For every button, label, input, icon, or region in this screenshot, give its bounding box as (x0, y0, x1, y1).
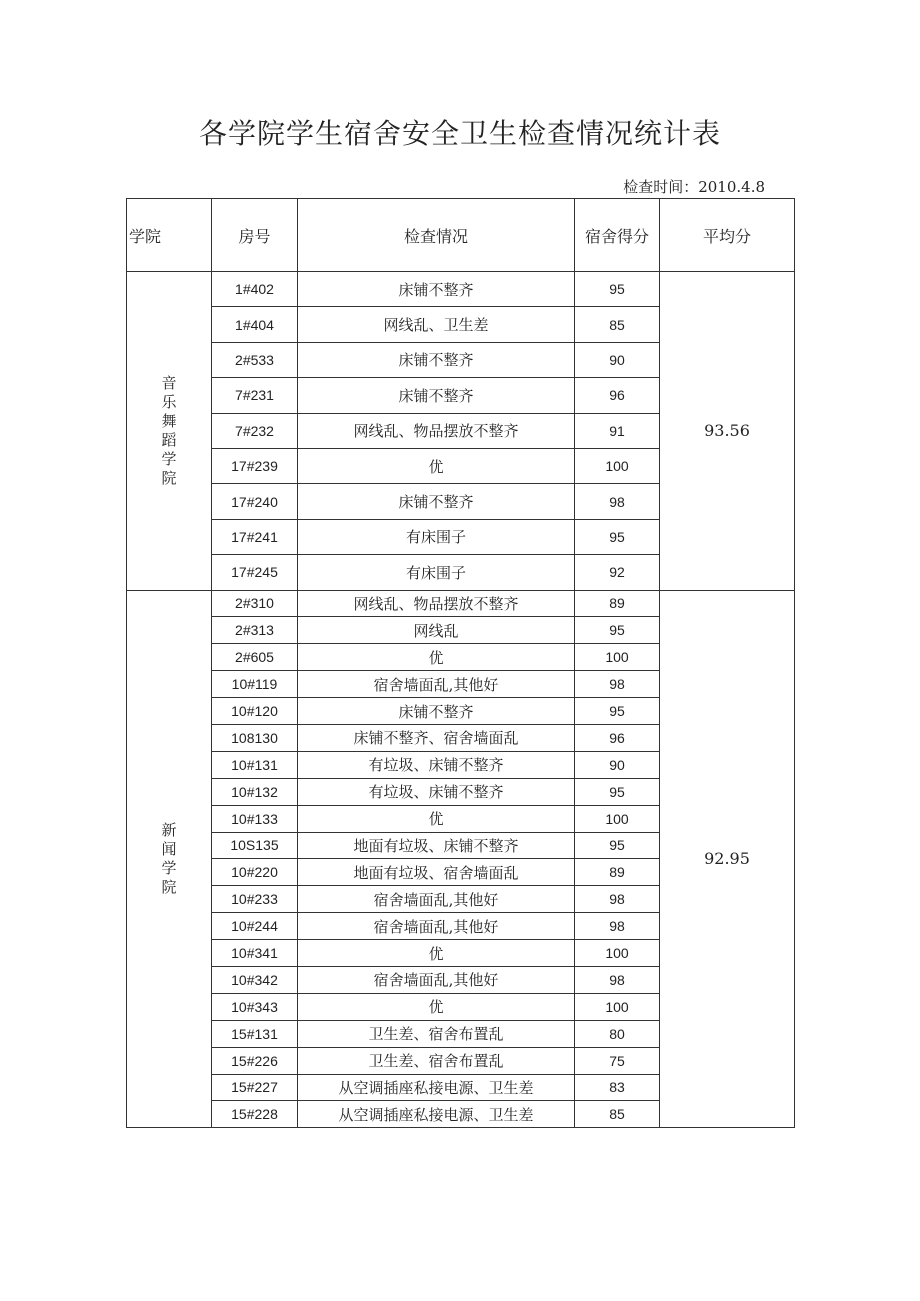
table-body (127, 199, 795, 1128)
room-cell: 2#533 (212, 342, 298, 377)
score-cell: 95 (575, 832, 660, 859)
room-cell: 17#240 (212, 484, 298, 519)
score-cell: 95 (575, 778, 660, 805)
score-cell: 96 (575, 378, 660, 413)
room-cell: 10#133 (212, 805, 298, 832)
average-score-cell: 93.56 (660, 272, 795, 591)
condition-cell: 地面有垃圾、宿舍墙面乱 (298, 859, 575, 886)
room-cell: 10#343 (212, 993, 298, 1020)
room-cell: 108130 (212, 724, 298, 751)
score-cell: 95 (575, 617, 660, 644)
room-cell: 1#404 (212, 307, 298, 342)
inspection-date-label: 检查时间： (623, 178, 699, 196)
inspection-date (560, 176, 765, 197)
room-cell: 10#120 (212, 698, 298, 725)
score-cell: 83 (575, 1074, 660, 1101)
score-cell: 85 (575, 307, 660, 342)
score-cell: 80 (575, 1020, 660, 1047)
room-cell: 10#132 (212, 778, 298, 805)
room-cell: 10#131 (212, 751, 298, 778)
room-cell: 2#605 (212, 644, 298, 671)
score-cell: 89 (575, 590, 660, 617)
condition-cell: 网线乱、卫生差 (298, 307, 575, 342)
condition-cell: 卫生差、宿舍布置乱 (298, 1047, 575, 1074)
col-header-college: 学院 (127, 199, 212, 272)
room-cell: 1#402 (212, 272, 298, 307)
inspection-table (126, 198, 795, 1128)
condition-cell: 网线乱、物品摆放不整齐 (298, 413, 575, 448)
room-cell: 17#245 (212, 555, 298, 590)
condition-cell: 从空调插座私接电源、卫生差 (298, 1074, 575, 1101)
score-cell: 90 (575, 751, 660, 778)
room-cell: 10#341 (212, 940, 298, 967)
page-title: 各学院学生宿舍安全卫生检查情况统计表 (198, 117, 721, 150)
score-cell: 95 (575, 272, 660, 307)
score-cell: 98 (575, 484, 660, 519)
condition-cell: 从空调插座私接电源、卫生差 (298, 1101, 575, 1128)
condition-cell: 床铺不整齐 (298, 342, 575, 377)
score-cell: 100 (575, 993, 660, 1020)
score-cell: 98 (575, 886, 660, 913)
score-cell: 95 (575, 698, 660, 725)
col-header-score: 宿舍得分 (575, 199, 660, 272)
score-cell: 98 (575, 966, 660, 993)
college-name: 新闻学院 (161, 820, 177, 896)
score-cell: 98 (575, 913, 660, 940)
room-cell: 15#227 (212, 1074, 298, 1101)
condition-cell: 床铺不整齐、宿舍墙面乱 (298, 724, 575, 751)
table-header-row (127, 199, 795, 272)
condition-cell: 宿舍墙面乱,其他好 (298, 913, 575, 940)
room-cell: 10#233 (212, 886, 298, 913)
condition-cell: 床铺不整齐 (298, 272, 575, 307)
condition-cell: 网线乱 (298, 617, 575, 644)
room-cell: 10#342 (212, 966, 298, 993)
room-cell: 10#220 (212, 859, 298, 886)
room-cell: 2#313 (212, 617, 298, 644)
condition-cell: 有床围子 (298, 555, 575, 590)
score-cell: 100 (575, 448, 660, 483)
score-cell: 96 (575, 724, 660, 751)
condition-cell: 优 (298, 448, 575, 483)
score-cell: 100 (575, 805, 660, 832)
room-cell: 15#228 (212, 1101, 298, 1128)
condition-cell: 优 (298, 644, 575, 671)
room-cell: 2#310 (212, 590, 298, 617)
condition-cell: 床铺不整齐 (298, 484, 575, 519)
room-cell: 15#131 (212, 1020, 298, 1047)
score-cell: 92 (575, 555, 660, 590)
condition-cell: 宿舍墙面乱,其他好 (298, 671, 575, 698)
score-cell: 91 (575, 413, 660, 448)
col-header-condition: 检查情况 (298, 199, 575, 272)
condition-cell: 宿舍墙面乱,其他好 (298, 886, 575, 913)
col-header-average: 平均分 (660, 199, 795, 272)
score-cell: 85 (575, 1101, 660, 1128)
condition-cell: 床铺不整齐 (298, 378, 575, 413)
condition-cell: 优 (298, 805, 575, 832)
condition-cell: 网线乱、物品摆放不整齐 (298, 590, 575, 617)
condition-cell: 地面有垃圾、床铺不整齐 (298, 832, 575, 859)
score-cell: 100 (575, 940, 660, 967)
room-cell: 10#244 (212, 913, 298, 940)
score-cell: 95 (575, 519, 660, 554)
col-header-room: 房号 (212, 199, 298, 272)
college-cell (127, 272, 212, 591)
score-cell: 89 (575, 859, 660, 886)
score-cell: 75 (575, 1047, 660, 1074)
score-cell: 100 (575, 644, 660, 671)
score-cell: 90 (575, 342, 660, 377)
room-cell: 17#241 (212, 519, 298, 554)
room-cell: 10#119 (212, 671, 298, 698)
table-row (127, 590, 795, 617)
college-name: 音乐舞蹈学院 (161, 373, 177, 487)
room-cell: 10S135 (212, 832, 298, 859)
inspection-date-value: 2010.4.8 (698, 178, 765, 196)
room-cell: 7#232 (212, 413, 298, 448)
table-row (127, 272, 795, 307)
condition-cell: 宿舍墙面乱,其他好 (298, 966, 575, 993)
college-cell (127, 590, 212, 1128)
condition-cell: 优 (298, 940, 575, 967)
room-cell: 17#239 (212, 448, 298, 483)
condition-cell: 卫生差、宿舍布置乱 (298, 1020, 575, 1047)
condition-cell: 有垃圾、床铺不整齐 (298, 751, 575, 778)
condition-cell: 有床围子 (298, 519, 575, 554)
average-score-cell: 92.95 (660, 590, 795, 1128)
score-cell: 98 (575, 671, 660, 698)
condition-cell: 有垃圾、床铺不整齐 (298, 778, 575, 805)
condition-cell: 床铺不整齐 (298, 698, 575, 725)
condition-cell: 优 (298, 993, 575, 1020)
room-cell: 7#231 (212, 378, 298, 413)
room-cell: 15#226 (212, 1047, 298, 1074)
